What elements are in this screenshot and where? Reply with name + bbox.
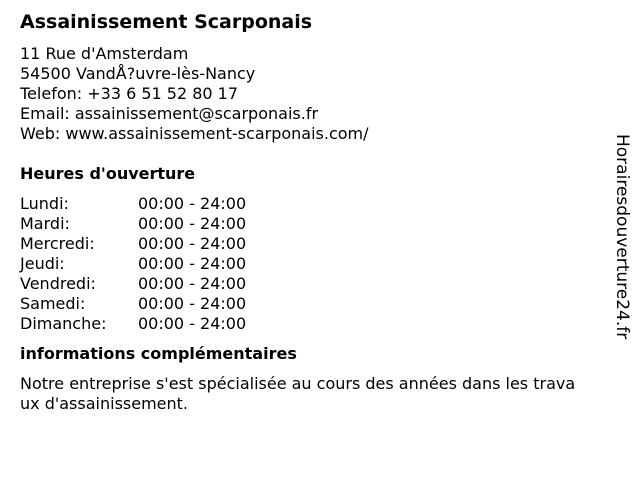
time-range: 00:00 - 24:00 bbox=[138, 314, 247, 333]
hours-row-sunday bbox=[20, 314, 600, 334]
day-label: Lundi: bbox=[20, 194, 69, 213]
opening-hours-list bbox=[20, 194, 600, 334]
hours-row-tuesday bbox=[20, 214, 600, 234]
time-range: 00:00 - 24:00 bbox=[138, 294, 247, 313]
web-line: Web: www.assainissement-scarponais.com/ bbox=[20, 124, 369, 143]
day-label: Mardi: bbox=[20, 214, 70, 233]
day-label: Dimanche: bbox=[20, 314, 107, 333]
time-range: 00:00 - 24:00 bbox=[138, 214, 247, 233]
day-label: Samedi: bbox=[20, 294, 86, 313]
time-range: 00:00 - 24:00 bbox=[138, 254, 247, 273]
day-label: Vendredi: bbox=[20, 274, 96, 293]
hours-row-wednesday bbox=[20, 234, 600, 254]
business-name: Assainissement Scarponais bbox=[20, 11, 313, 33]
time-range: 00:00 - 24:00 bbox=[138, 234, 247, 253]
time-range: 00:00 - 24:00 bbox=[138, 194, 247, 213]
business-card bbox=[20, 10, 600, 414]
additional-info-heading: informations complémentaires bbox=[20, 344, 297, 363]
day-label: Mercredi: bbox=[20, 234, 95, 253]
opening-hours-heading: Heures d'ouverture bbox=[20, 164, 196, 183]
day-label: Jeudi: bbox=[20, 254, 65, 273]
additional-info-text: Notre entreprise s'est spécialisée au cours des années dans les travaux d'assainissement. bbox=[20, 374, 576, 413]
brand-watermark: Horairesdouverture24.fr bbox=[612, 134, 632, 340]
address-line-1: 11 Rue d'Amsterdam bbox=[20, 44, 189, 63]
time-range: 00:00 - 24:00 bbox=[138, 274, 247, 293]
hours-row-saturday bbox=[20, 294, 600, 314]
hours-row-thursday bbox=[20, 254, 600, 274]
phone-line: Telefon: +33 6 51 52 80 17 bbox=[20, 84, 239, 103]
email-line: Email: assainissement@scarponais.fr bbox=[20, 104, 319, 123]
hours-row-monday bbox=[20, 194, 600, 214]
address-line-2: 54500 VandÅ?uvre-lès-Nancy bbox=[20, 64, 256, 83]
hours-row-friday bbox=[20, 274, 600, 294]
